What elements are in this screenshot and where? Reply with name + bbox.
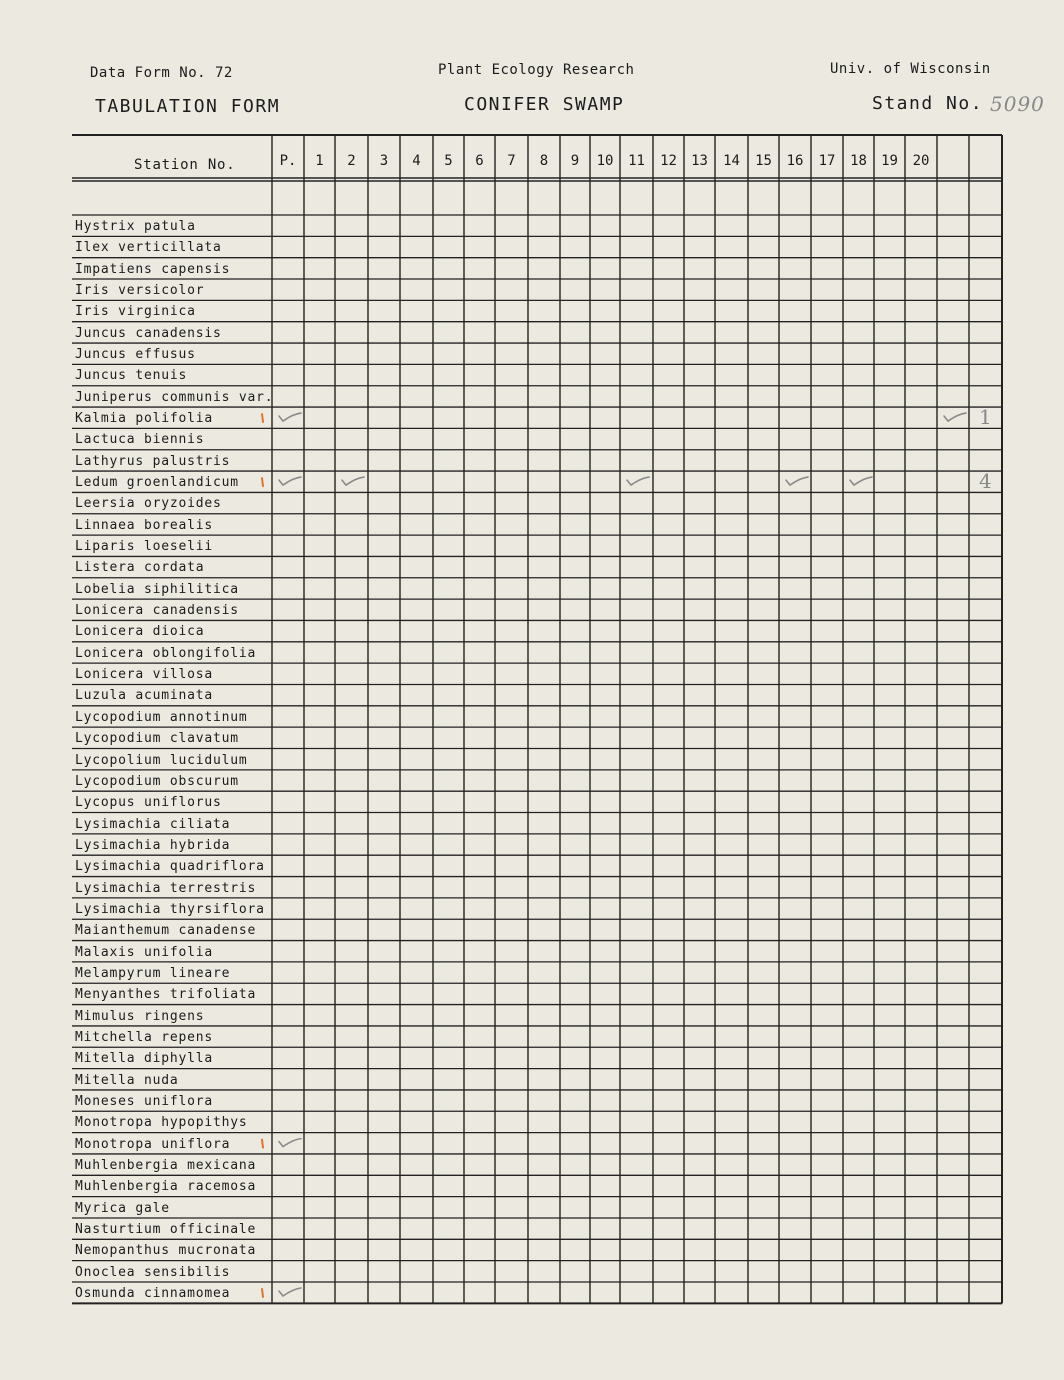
species-label: Muhlenbergia racemosa (75, 1179, 257, 1195)
species-label: Lycopodium obscurum (75, 773, 239, 789)
species-label: Malaxis unifolia (75, 944, 214, 960)
species-label: Juniperus communis var. (75, 389, 274, 405)
species-label: Mitchella repens (75, 1029, 214, 1045)
species-label: Lonicera villosa (75, 667, 214, 683)
orange-tick-mark (262, 1289, 263, 1297)
species-label: Ledum groenlandicum (75, 475, 239, 491)
station-column-label: 18 (850, 153, 867, 169)
station-column-label: 9 (570, 153, 580, 169)
species-label: Kalmia polifolia (75, 411, 214, 427)
form-title: TABULATION FORM (95, 96, 281, 117)
station-column-label: 7 (507, 153, 516, 169)
station-column-label: 8 (539, 153, 549, 169)
count-value: 1 (979, 405, 993, 430)
species-label: Juncus tenuis (75, 368, 188, 384)
species-label: Lysimachia quadriflora (75, 859, 265, 875)
species-label: Hystrix patula (75, 219, 196, 234)
station-column-label: 14 (723, 153, 740, 169)
species-label: Lycopodium annotinum (75, 709, 248, 725)
species-label: Iris virginica (75, 304, 196, 320)
species-label: Menyanthes trifoliata (75, 987, 257, 1003)
species-label: Lonicera canadensis (75, 603, 239, 619)
species-label: Lysimachia terrestris (75, 880, 257, 896)
species-label: Impatiens capensis (75, 261, 231, 277)
check-mark (279, 1139, 301, 1147)
species-label: Lathyrus palustris (75, 453, 231, 469)
species-label: Lycopus uniflorus (75, 795, 222, 811)
community-name: CONIFER SWAMP (464, 94, 625, 115)
station-column-label: 13 (691, 153, 708, 169)
species-label: Nemopanthus mucronata (75, 1243, 257, 1259)
station-column-label: 19 (881, 153, 898, 169)
species-label: Muhlenbergia mexicana (75, 1157, 257, 1173)
species-label: Lonicera oblongifolia (75, 645, 257, 661)
species-label: Monotropa uniflora (75, 1136, 231, 1152)
species-label: Mitella nuda (75, 1072, 179, 1088)
stand-label: Stand No. (872, 93, 984, 114)
station-column-label: 12 (660, 153, 677, 169)
check-mark (279, 1288, 301, 1296)
species-label: Onoclea sensibilis (75, 1264, 231, 1280)
species-label: Mimulus ringens (75, 1008, 205, 1024)
species-label: Melampyrum lineare (75, 965, 231, 981)
station-column-label: 15 (755, 153, 772, 169)
species-label: Osmunda cinnamomea (75, 1286, 231, 1301)
check-mark (786, 477, 808, 485)
species-label: Maianthemum canadense (75, 923, 257, 939)
station-column-label: 11 (628, 153, 645, 169)
species-label: Lysimachia ciliata (75, 816, 231, 832)
station-column-label: 10 (596, 153, 614, 169)
stand-number: 5090 (990, 92, 1045, 116)
species-label: Juncus effusus (75, 347, 196, 363)
check-mark (279, 477, 301, 485)
species-label: Iris versicolor (75, 283, 205, 299)
station-header: Station No. (134, 157, 236, 173)
species-label: Lycopolium lucidulum (75, 752, 248, 768)
species-label: Moneses uniflora (75, 1093, 214, 1109)
species-label: Liparis loeselii (75, 539, 214, 555)
station-column-label: 6 (475, 153, 484, 169)
station-column-label: 4 (412, 153, 421, 169)
station-column-label: P. (279, 153, 297, 169)
species-label: Lobelia siphilitica (75, 581, 239, 597)
species-label: Nasturtium officinale (75, 1221, 257, 1237)
species-label: Luzula acuminata (75, 688, 214, 704)
species-label: Mitella diphylla (75, 1051, 214, 1067)
station-column-label: 3 (379, 153, 389, 169)
check-mark (342, 477, 364, 485)
species-label: Lycopodium clavatum (75, 731, 239, 747)
check-mark (850, 477, 872, 485)
species-label: Lysimachia thyrsiflora (75, 901, 265, 917)
station-column-label: 1 (315, 153, 324, 169)
check-mark (279, 413, 301, 421)
species-label: Lonicera dioica (75, 624, 205, 640)
species-label: Lysimachia hybrida (75, 837, 231, 853)
species-label: Monotropa hypopithys (75, 1115, 248, 1131)
species-label: Leersia oryzoides (75, 496, 222, 512)
form-number: Data Form No. 72 (90, 65, 233, 81)
species-label: Lactuca biennis (75, 432, 205, 448)
orange-tick-mark (262, 1140, 263, 1148)
organization: Plant Ecology Research (438, 62, 635, 78)
check-mark (627, 477, 649, 485)
orange-tick-mark (262, 478, 263, 486)
species-label: Linnaea borealis (75, 517, 214, 533)
station-column-label: 17 (818, 153, 836, 169)
station-column-label: 16 (786, 153, 804, 169)
university: Univ. of Wisconsin (830, 61, 991, 77)
species-label: Listera cordata (75, 560, 205, 576)
species-label: Myrica gale (75, 1200, 170, 1216)
orange-tick-mark (262, 414, 263, 422)
count-value: 4 (979, 469, 993, 494)
station-column-label: 2 (347, 153, 356, 169)
species-label: Ilex verticillata (75, 240, 222, 256)
check-mark (944, 413, 966, 421)
station-column-label: 20 (912, 153, 930, 169)
station-column-label: 5 (444, 153, 453, 169)
species-label: Juncus canadensis (75, 325, 222, 341)
